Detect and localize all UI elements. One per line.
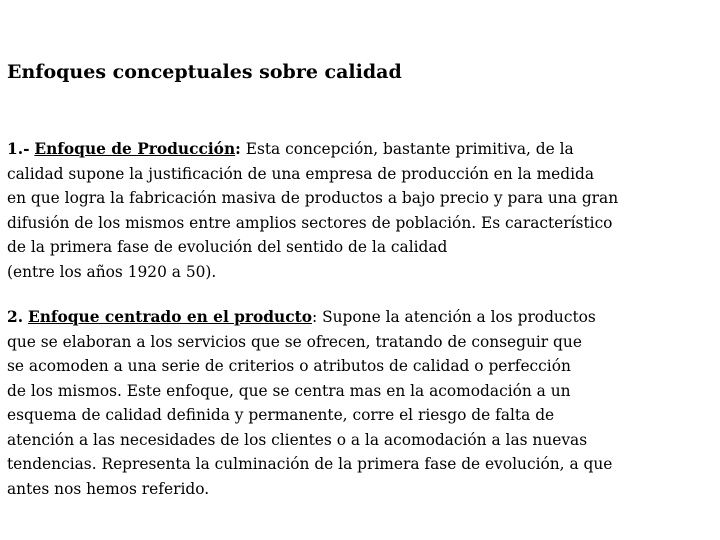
section-1-line bbox=[7, 137, 713, 162]
section-2-line bbox=[7, 305, 713, 330]
section-2-line: se acomoden a una serie de criterios o atributos de calidad o perfección bbox=[7, 357, 571, 375]
section-2-number: 2. bbox=[7, 308, 24, 326]
section-2-paragraph bbox=[7, 305, 713, 501]
section-1-line: en que logra la fabricación masiva de productos a bajo precio y para una gran bbox=[7, 189, 619, 207]
section-1-text: Esta concepción, bastante primitiva, de la bbox=[240, 140, 574, 158]
section-1-separator: : bbox=[235, 140, 241, 158]
section-1-line: de la primera fase de evolución del sentido de la calidad bbox=[7, 238, 448, 256]
section-1-paragraph bbox=[7, 137, 713, 284]
section-2-term: Enfoque centrado en el producto bbox=[27, 308, 312, 326]
section-1-line: (entre los años 1920 a 50). bbox=[7, 262, 217, 281]
section-1-term: Enfoque de Producción bbox=[34, 140, 236, 158]
section-2-line: atención a las necesidades de los clientes o a la acomodación a las nuevas bbox=[7, 430, 588, 449]
section-1-line: difusión de los mismos entre amplios sectores de población. Es característico bbox=[7, 213, 613, 232]
section-2-line: antes nos hemos referido. bbox=[7, 479, 210, 498]
section-2-text: Supone la atención a los productos bbox=[317, 308, 596, 326]
section-2-separator: : bbox=[312, 308, 318, 326]
section-1-number: 1.- bbox=[7, 140, 30, 158]
page-title: Enfoques conceptuales sobre calidad bbox=[7, 61, 402, 83]
section-2-line: de los mismos. Este enfoque, que se centra mas en la acomodación a un bbox=[7, 381, 571, 400]
section-1-line: calidad supone la justificación de una empresa de producción en la medida bbox=[7, 164, 595, 183]
section-2-line: que se elaboran a los servicios que se ofrecen, tratando de conseguir que bbox=[7, 332, 582, 351]
section-2-line: esquema de calidad definida y permanente, corre el riesgo de falta de bbox=[7, 406, 555, 424]
section-2-line: tendencias. Representa la culminación de la primera fase de evolución, a que bbox=[7, 455, 613, 473]
